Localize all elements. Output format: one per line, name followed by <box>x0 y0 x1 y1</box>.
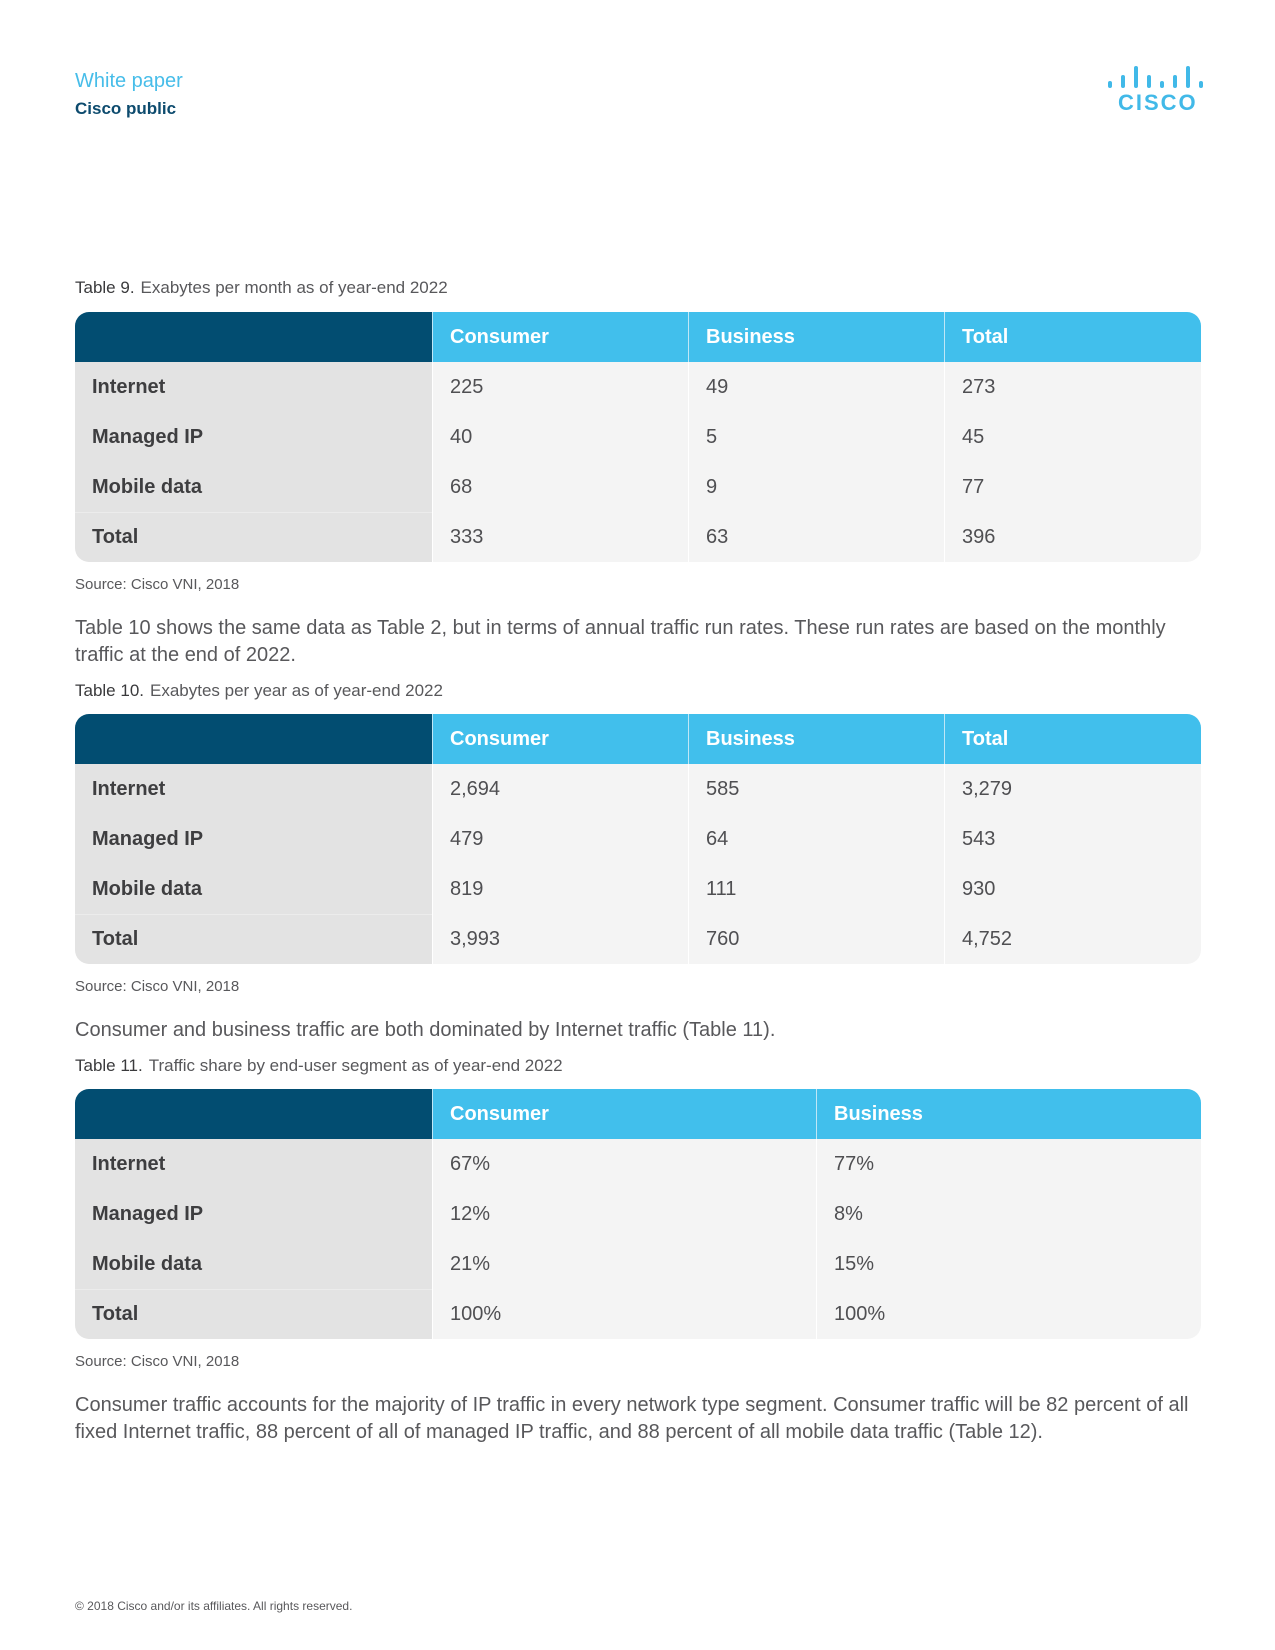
table-cell: 100% <box>816 1289 1201 1339</box>
table10-caption <box>75 681 443 701</box>
table9-caption <box>75 278 448 298</box>
table-row <box>75 764 1201 814</box>
table-cell: 12% <box>432 1189 816 1239</box>
table-row <box>75 362 1201 412</box>
table11-caption-text: Traffic share by end-user segment as of year-end 2022 <box>148 1056 563 1075</box>
table-row <box>75 1189 1201 1239</box>
table-row <box>75 814 1201 864</box>
table9 <box>75 312 1201 562</box>
table-cell: 63 <box>688 512 944 562</box>
table-header-row <box>75 312 1201 362</box>
table-cell: 8% <box>816 1189 1201 1239</box>
column-header: Total <box>944 312 1201 362</box>
table-row-total <box>75 1289 1201 1339</box>
table-header-corner <box>75 714 432 764</box>
table9-caption-number: Table 9. <box>75 278 135 297</box>
table-cell: 585 <box>688 764 944 814</box>
table-cell: 45 <box>944 412 1201 462</box>
table-row-total <box>75 512 1201 562</box>
table-row <box>75 864 1201 914</box>
row-label: Total <box>75 914 432 964</box>
table-cell: 40 <box>432 412 688 462</box>
body-paragraph-3: Consumer traffic accounts for the majority of IP traffic in every network type segment. Consumer traffic will be 82 percent of all fixed Internet traffic, 88 percent of all of managed IP traffic, and 88 percent of all mobile data traffic (Table 12). <box>75 1394 1189 1443</box>
table-cell: 760 <box>688 914 944 964</box>
table-cell: 77 <box>944 462 1201 512</box>
copyright-footer: © 2018 Cisco and/or its affiliates. All rights reserved. <box>75 1599 353 1613</box>
row-label: Managed IP <box>75 814 432 864</box>
table-header-row <box>75 1089 1201 1139</box>
table11 <box>75 1089 1201 1339</box>
table-row <box>75 1139 1201 1189</box>
document-type-label: White paper <box>75 70 183 92</box>
row-label: Mobile data <box>75 1239 432 1289</box>
table-cell: 3,279 <box>944 764 1201 814</box>
classification-label: Cisco public <box>75 99 177 118</box>
table-cell: 2,694 <box>432 764 688 814</box>
row-label: Internet <box>75 362 432 412</box>
table-cell: 930 <box>944 864 1201 914</box>
table-header-corner <box>75 1089 432 1139</box>
table-cell: 479 <box>432 814 688 864</box>
table10-source: Source: Cisco VNI, 2018 <box>75 978 240 995</box>
row-label: Internet <box>75 1139 432 1189</box>
table-cell: 68 <box>432 462 688 512</box>
column-header: Total <box>944 714 1201 764</box>
table-header-row <box>75 714 1201 764</box>
table-cell: 396 <box>944 512 1201 562</box>
table10 <box>75 714 1201 964</box>
table-cell: 21% <box>432 1239 816 1289</box>
table11-caption <box>75 1056 563 1076</box>
table-row-total <box>75 914 1201 964</box>
cisco-logo <box>1106 64 1206 118</box>
table-cell: 5 <box>688 412 944 462</box>
table9-source: Source: Cisco VNI, 2018 <box>75 576 240 593</box>
column-header: Consumer <box>432 1089 816 1139</box>
body-paragraph-1: Table 10 shows the same data as Table 2, but in terms of annual traffic run rates. These run rates are based on the monthly traffic at the end of 2022. <box>75 617 1166 666</box>
table-cell: 225 <box>432 362 688 412</box>
table-cell: 819 <box>432 864 688 914</box>
table-cell: 77% <box>816 1139 1201 1189</box>
table-row <box>75 1239 1201 1289</box>
table-row <box>75 412 1201 462</box>
column-header: Business <box>816 1089 1201 1139</box>
body-paragraph-2: Consumer and business traffic are both dominated by Internet traffic (Table 11). <box>75 1019 776 1041</box>
table-cell: 333 <box>432 512 688 562</box>
table-cell: 111 <box>688 864 944 914</box>
row-label: Total <box>75 512 432 562</box>
column-header: Business <box>688 714 944 764</box>
table-cell: 64 <box>688 814 944 864</box>
table9-caption-text: Exabytes per month as of year-end 2022 <box>140 278 448 297</box>
row-label: Internet <box>75 764 432 814</box>
table-cell: 100% <box>432 1289 816 1339</box>
table-row <box>75 462 1201 512</box>
table-cell: 4,752 <box>944 914 1201 964</box>
table11-source: Source: Cisco VNI, 2018 <box>75 1353 240 1370</box>
table11-caption-number: Table 11. <box>75 1056 143 1075</box>
cisco-logo-text: CISCO <box>1118 90 1198 115</box>
table-cell: 3,993 <box>432 914 688 964</box>
column-header: Business <box>688 312 944 362</box>
table-header-corner <box>75 312 432 362</box>
table-cell: 49 <box>688 362 944 412</box>
column-header: Consumer <box>432 312 688 362</box>
table-cell: 15% <box>816 1239 1201 1289</box>
table10-caption-number: Table 10. <box>75 681 144 700</box>
row-label: Mobile data <box>75 462 432 512</box>
table-cell: 9 <box>688 462 944 512</box>
table-cell: 273 <box>944 362 1201 412</box>
cisco-bridge-bars-icon <box>1106 64 1206 88</box>
row-label: Mobile data <box>75 864 432 914</box>
row-label: Total <box>75 1289 432 1339</box>
table10-caption-text: Exabytes per year as of year-end 2022 <box>150 681 443 700</box>
column-header: Consumer <box>432 714 688 764</box>
row-label: Managed IP <box>75 1189 432 1239</box>
row-label: Managed IP <box>75 412 432 462</box>
table-cell: 67% <box>432 1139 816 1189</box>
table-cell: 543 <box>944 814 1201 864</box>
